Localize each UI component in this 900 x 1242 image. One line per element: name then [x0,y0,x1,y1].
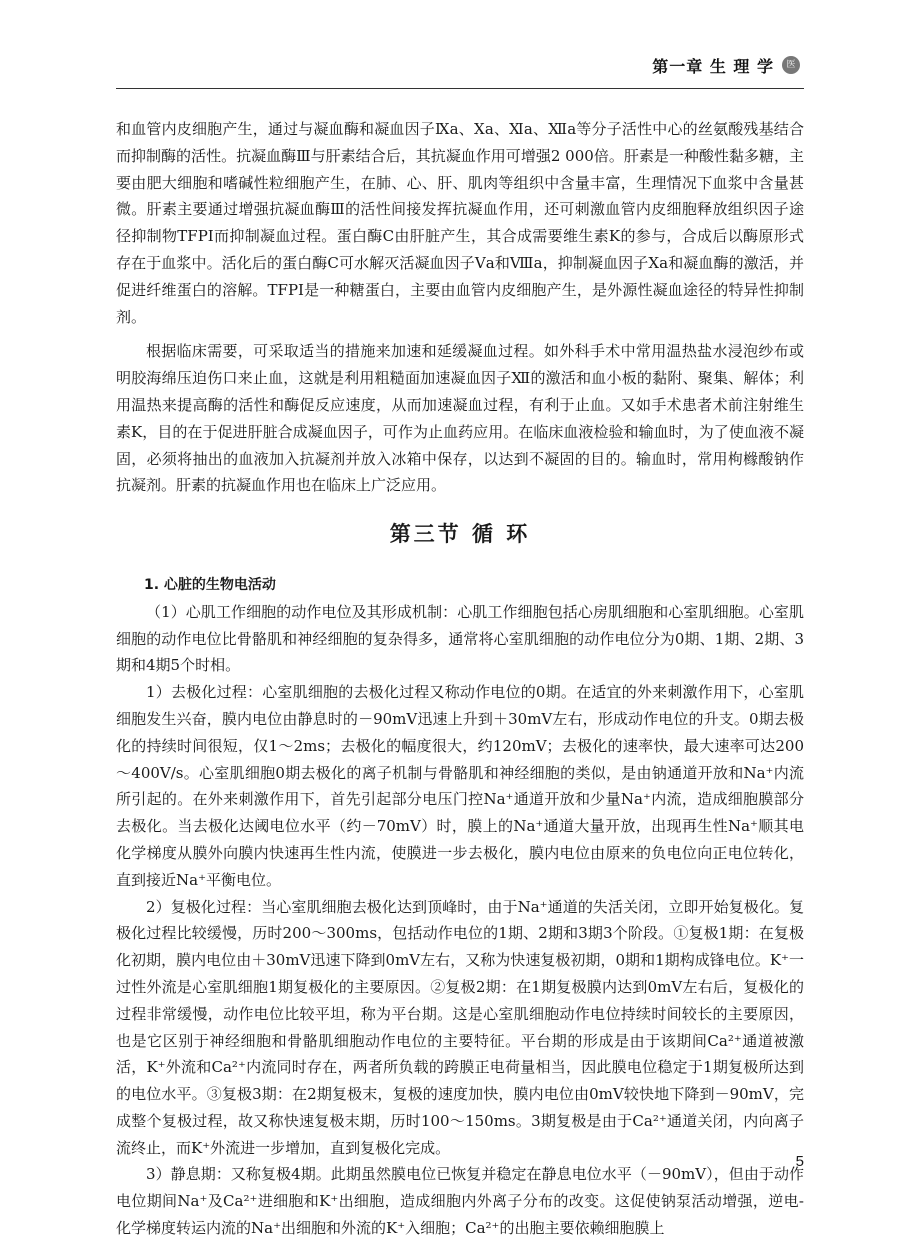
page-number: 5 [795,1153,804,1170]
section-title: 第三节 循 环 [389,522,531,547]
paragraph-depolarization: 1）去极化过程：心室肌细胞的去极化过程又称动作电位的0期。在适宜的外来刺激作用下，心室肌细胞发生兴奋，膜内电位由静息时的－90mV迅速上升到＋30mV左右，形成动作电位的升支。0期去极化的持续时间很短，仅1～2ms；去极化的幅度很大，约120mV；去极化的速率快，最大速率可达200～400V/s。心室肌细胞0期去极化的离子机制与骨骼肌和神经细胞的类似，是由钠通道开放和Na⁺内流所引起的。在外来刺激作用下，首先引起部分电压门控Na⁺通道开放和少量Na⁺内流，造成细胞膜部分去极化。当去极化达阈电位水平（约－70mV）时，膜上的Na⁺通道大量开放，出现再生性Na⁺顺其电化学梯度从膜外向膜内快速再生性内流，使膜进一步去极化，膜内电位由原来的负电位向正电位转化，直到接近Na⁺平衡电位。 [116,683,804,889]
running-header [116,48,804,89]
paragraph-clinical-application: 根据临床需要，可采取适当的措施来加速和延缓凝血过程。如外科手术中常用温热盐水浸泡纱布或明胶海绵压迫伤口来止血，这就是利用粗糙面加速凝血因子Ⅻ的激活和血小板的黏附、聚集、解体；利用温热来提高酶的活性和酶促反应速度，从而加速凝血过程，有利于止血。又如手术患者术前注射维生素K，目的在于促进肝脏合成凝血因子，可作为止血药应用。在临床血液检验和输血时，为了使血液不凝固，必须将抽出的血液加入抗凝剂并放入冰箱中保存，以达到不凝固的目的。输血时，常用枸橼酸钠作抗凝剂。肝素的抗凝血作用也在临床上广泛应用。 [116,342,804,495]
paragraph-action-potential: （1）心肌工作细胞的动作电位及其形成机制：心肌工作细胞包括心房肌细胞和心室肌细胞。心室肌细胞的动作电位比骨骼肌和神经细胞的复杂得多，通常将心室肌细胞的动作电位分为0期、1期、2期、3期和4期5个时相。 [116,602,804,675]
paragraph-resting-phase: 3）静息期：又称复极4期。此期虽然膜电位已恢复并稳定在静息电位水平（－90mV），但由于动作电位期间Na⁺及Ca²⁺进细胞和K⁺出细胞，造成细胞内外离子分布的改变。这促使钠泵活动增强，逆电-化学梯度转运内流的Na⁺出细胞和外流的K⁺入细胞；Ca²⁺的出胞主要依赖细胞膜上 [116,1165,804,1238]
chapter-title: 第一章 生 理 学 [652,57,774,76]
paragraph-anticoagulants: 和血管内皮细胞产生，通过与凝血酶和凝血因子Ⅸa、Ⅹa、Ⅺa、Ⅻa等分子活性中心的丝氨酸残基结合而抑制酶的活性。抗凝血酶Ⅲ与肝素结合后，其抗凝血作用可增强2 000倍。肝素是一种酸性黏多糖，主要由肥大细胞和嗜碱性粒细胞产生，在肺、心、肝、肌肉等组织中含量丰富，生理情况下血浆中含量甚微。肝素主要通过增强抗凝血酶Ⅲ的活性间接发挥抗凝血作用，还可刺激血管内皮细胞释放组织因子途径抑制物TFPI而抑制凝血过程。蛋白酶C由肝脏产生，其合成需要维生素K的参与，合成后以酶原形式存在于血浆中。活化后的蛋白酶C可水解灭活凝血因子Ⅴa和Ⅷa，抑制凝血因子Ⅹa和凝血酶的激活，并促进纤维蛋白的溶解。TFPI是一种糖蛋白，主要由血管内皮细胞产生，是外源性凝血途径的特异性抑制剂。 [116,120,804,326]
page-body [116,116,804,1242]
medical-badge-icon: 医 [782,56,800,74]
paragraph-repolarization: 2）复极化过程：当心室肌细胞去极化达到顶峰时，由于Na⁺通道的失活关闭，立即开始复极化。复极化过程比较缓慢，历时200～300ms，包括动作电位的1期、2期和3期3个阶段。①复极1期：在复极化初期，膜内电位由＋30mV迅速下降到0mV左右，又称为快速复极初期，0期和1期构成锋电位。K⁺一过性外流是心室肌细胞1期复极化的主要原因。②复极2期：在1期复极膜内达到0mV左右后，复极化的过程非常缓慢，动作电位比较平坦，称为平台期。这是心室肌细胞动作电位持续时间较长的主要原因，也是它区别于神经细胞和骨骼肌细胞动作电位的主要特征。平台期的形成是由于该期间Ca²⁺通道被激活，K⁺外流和Ca²⁺内流同时存在，两者所负载的跨膜正电荷量相当，因此膜电位稳定于1期复极所达到的电位水平。③复极3期：在2期复极末，复极的速度加快，膜内电位由0mV较快地下降到－90mV，完成整个复极过程，故又称快速复极末期，历时100～150ms。3期复极是由于Ca²⁺通道关闭，内向离子流终止，而K⁺外流进一步增加，直到复极化完成。 [116,897,804,1157]
subsection-title: 1. 心脏的生物电活动 [144,576,276,593]
